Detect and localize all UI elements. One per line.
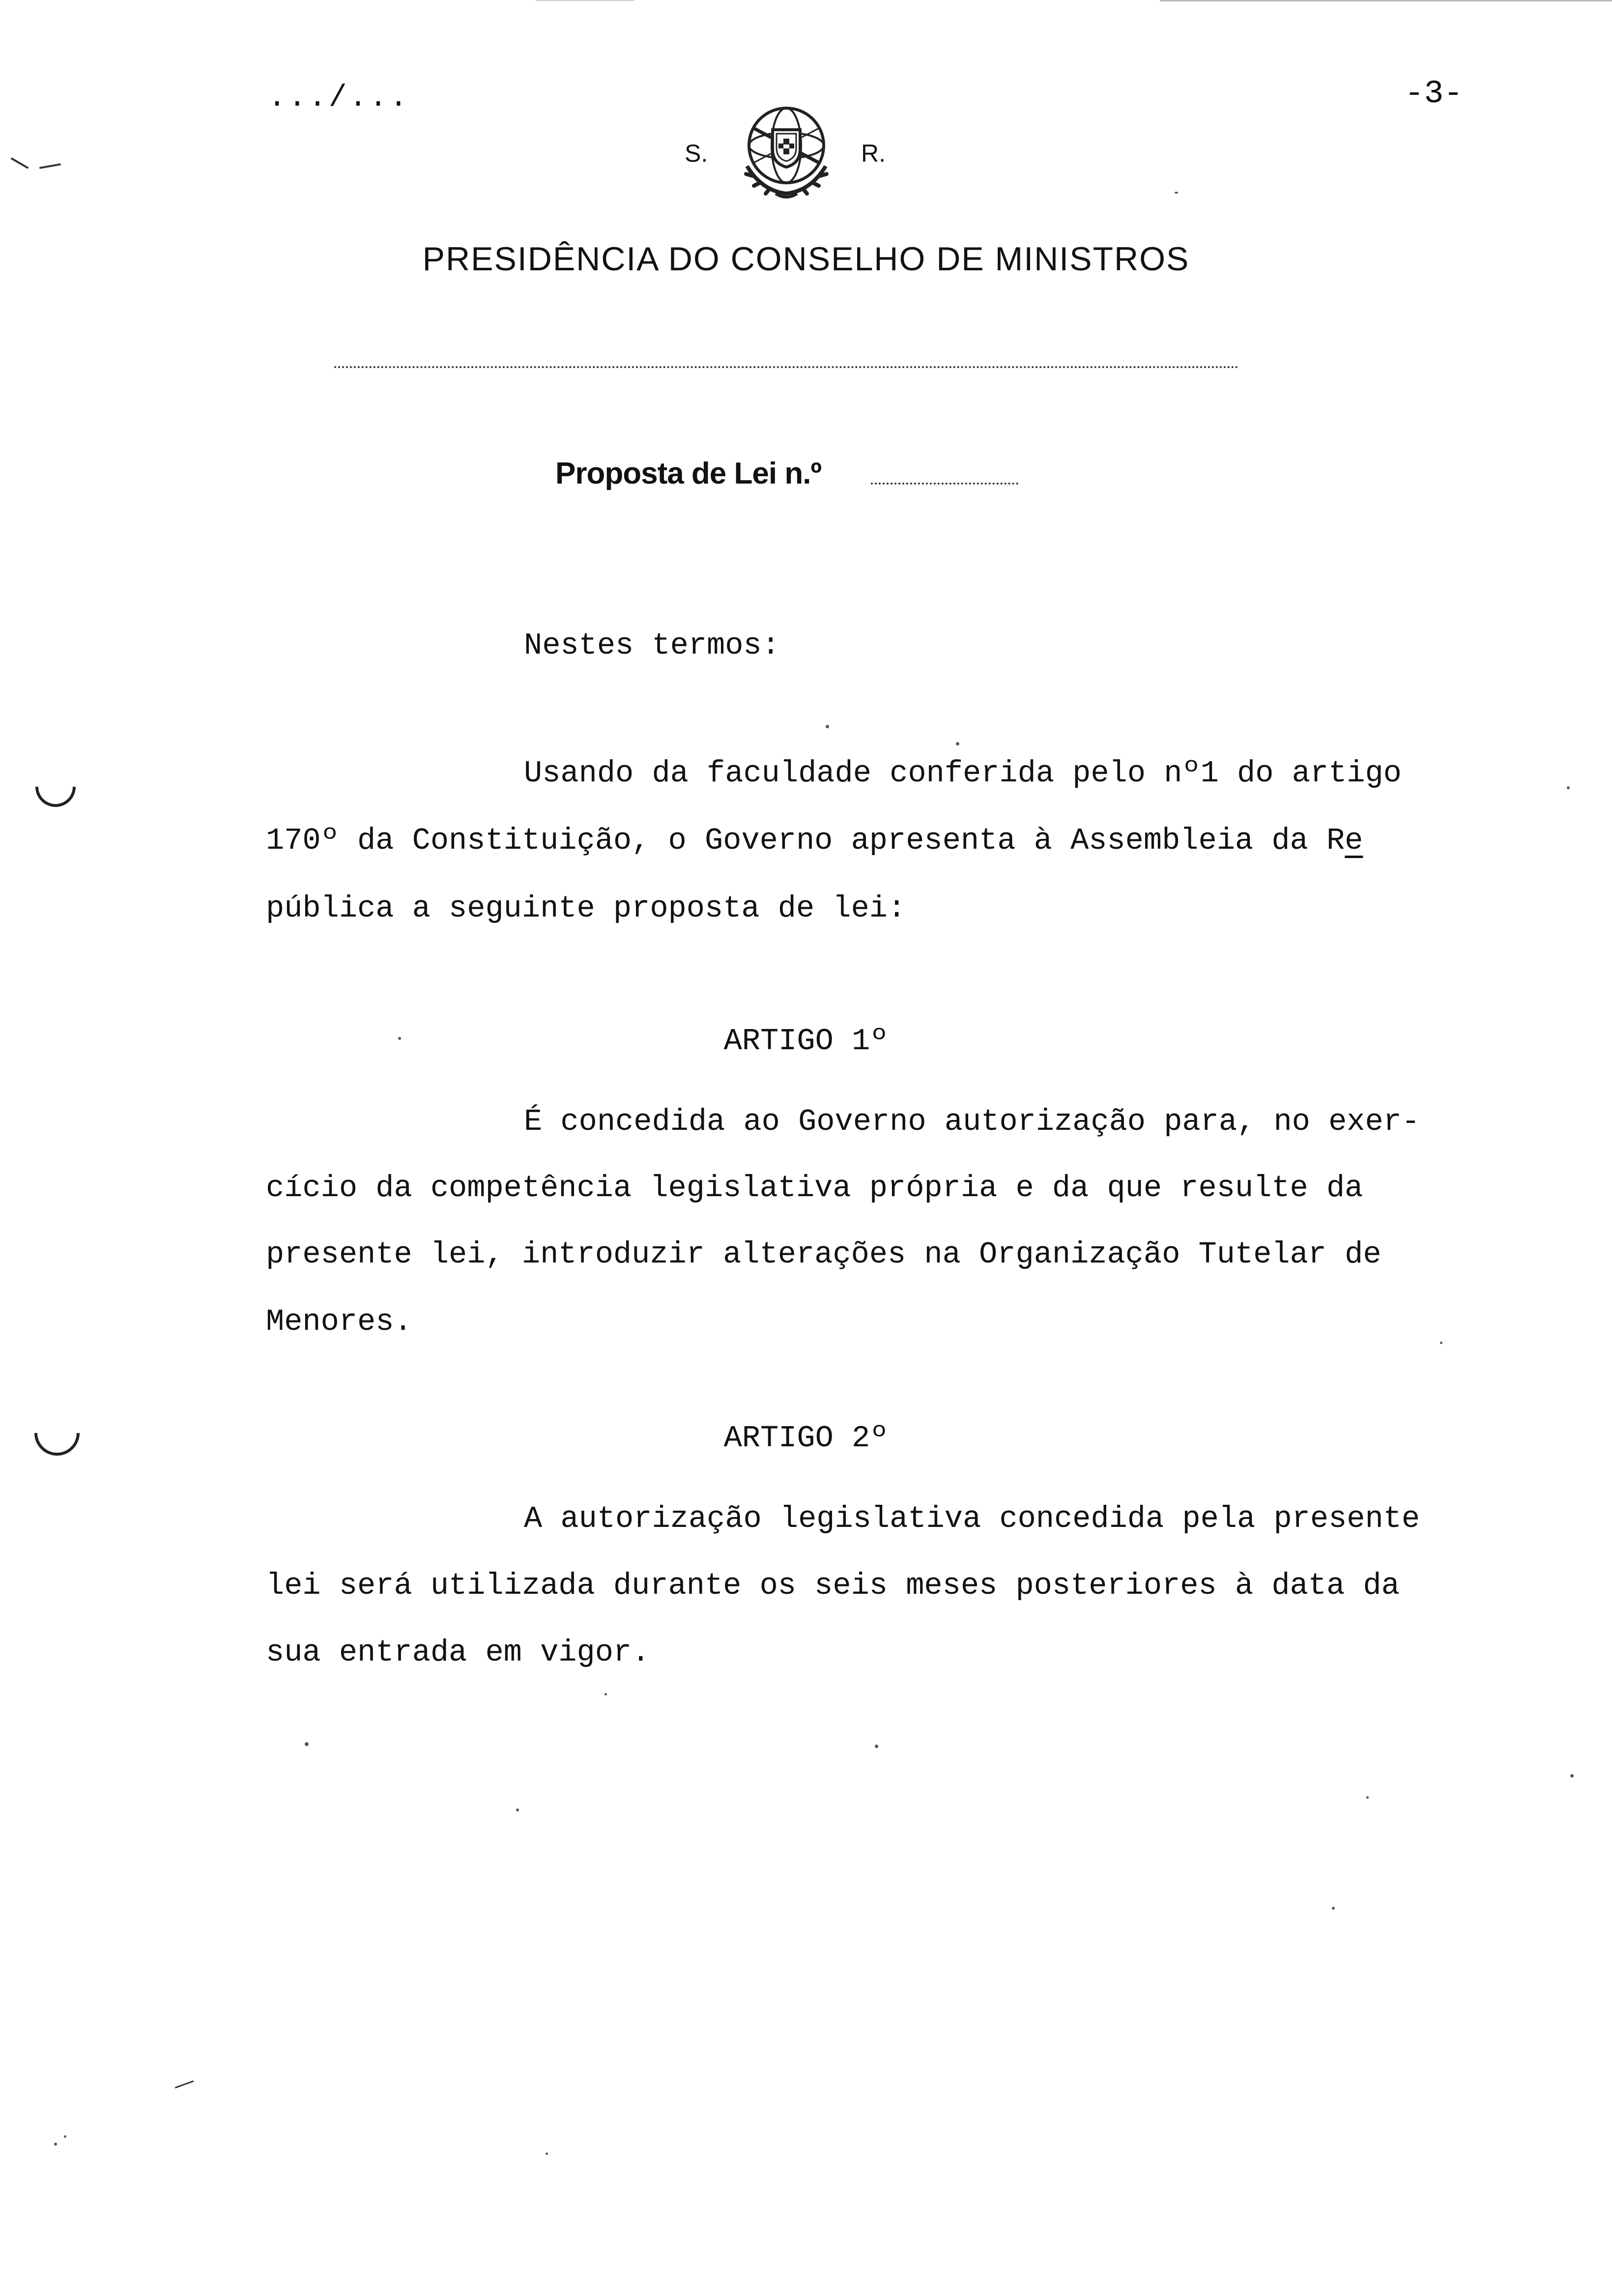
- scan-speck: [1567, 786, 1570, 789]
- dotted-separator: [334, 366, 1238, 368]
- scan-speck: [1332, 1907, 1335, 1910]
- scan-mark: [39, 163, 61, 169]
- scan-speck: [546, 2152, 548, 2155]
- bill-number-label: Proposta de Lei n.º: [555, 457, 822, 490]
- punch-hole-mark: [25, 1401, 89, 1465]
- punch-hole-mark: [27, 758, 84, 815]
- scan-speck: [826, 725, 829, 728]
- scan-edge: [1160, 0, 1612, 1]
- scan-speck: [54, 2143, 57, 2146]
- article1-line1: É concedida ao Governo autorização para, no exer-: [524, 1104, 1420, 1139]
- seal-left-letter: S.: [685, 140, 708, 167]
- paragraph1-line2: [266, 823, 1363, 858]
- scan-speck: [1175, 192, 1178, 194]
- scan-mark: [175, 2080, 194, 2089]
- article1-line3: presente lei, introduzir alterações na Organização Tutelar de: [266, 1237, 1382, 1272]
- scan-edge: [536, 0, 634, 1]
- institution-title: PRESIDÊNCIA DO CONSELHO DE MINISTROS: [422, 240, 1190, 278]
- page-number: -3-: [1405, 75, 1463, 112]
- coat-of-arms-seal: [727, 102, 845, 201]
- paragraph1-line2-hyphen-mark: e: [1345, 823, 1363, 858]
- seal-right-letter: R.: [861, 140, 886, 167]
- scan-speck: [1570, 1774, 1574, 1778]
- article2-heading: ARTIGO 2º: [723, 1421, 889, 1456]
- intro-text: Nestes termos:: [524, 628, 780, 663]
- paragraph1-line3: pública a seguinte proposta de lei:: [266, 891, 906, 926]
- scan-mark: [11, 157, 29, 169]
- scan-speck: [64, 2135, 66, 2138]
- scan-speck: [956, 742, 959, 746]
- article2-line1: A autorização legislativa concedida pela presente: [524, 1501, 1420, 1536]
- bill-number-blank: [871, 483, 1018, 485]
- article1-line2: cício da competência legislativa própria e da que resulte da: [266, 1171, 1363, 1205]
- scan-speck: [516, 1808, 519, 1811]
- scan-speck: [1366, 1796, 1369, 1799]
- scan-speck: [875, 1745, 878, 1748]
- continuation-marker: .../...: [268, 80, 410, 115]
- article1-line4: Menores.: [266, 1304, 412, 1339]
- paragraph1-line2-main: 170º da Constituição, o Governo apresenta à Assembleia da R: [266, 823, 1345, 858]
- scan-speck: [604, 1693, 607, 1695]
- scan-speck: [305, 1742, 309, 1746]
- scan-speck: [1440, 1342, 1442, 1344]
- article1-heading: ARTIGO 1º: [723, 1024, 889, 1059]
- scan-speck: [398, 1037, 401, 1040]
- article2-line3: sua entrada em vigor.: [266, 1635, 650, 1670]
- article2-line2: lei será utilizada durante os seis meses posteriores à data da: [266, 1568, 1400, 1603]
- paragraph1-line1: Usando da faculdade conferida pelo nº1 do artigo: [524, 756, 1402, 791]
